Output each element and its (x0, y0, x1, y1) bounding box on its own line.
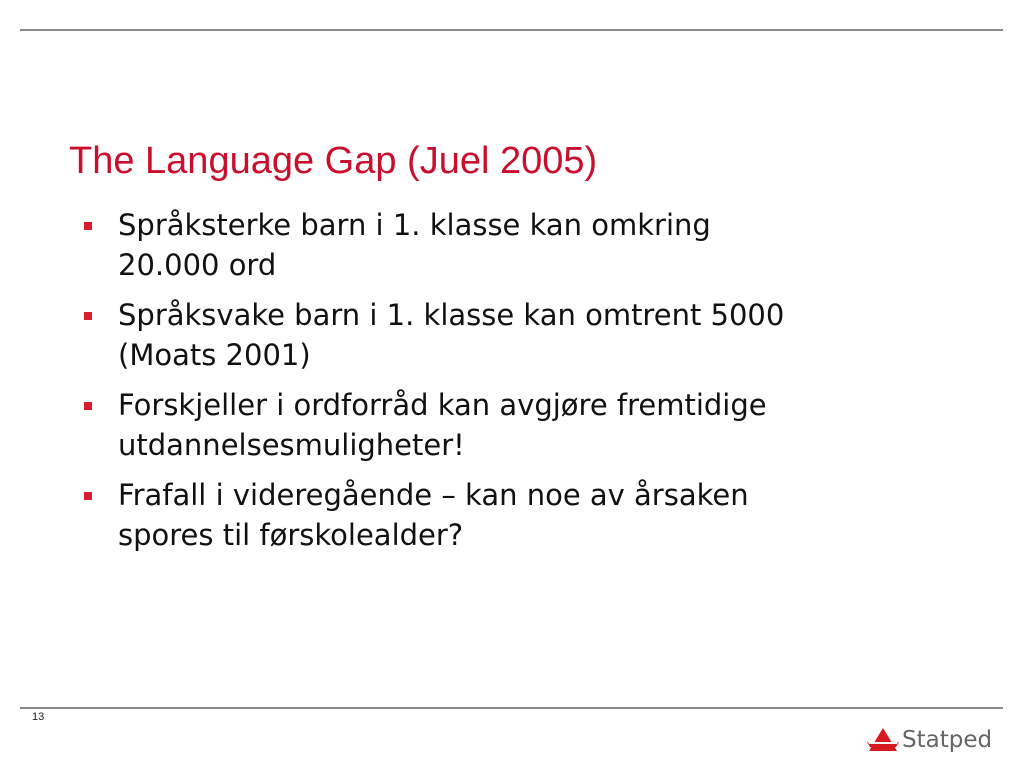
bullet-list (84, 205, 964, 565)
top-divider (20, 29, 1003, 31)
bullet-text: Forskjeller i ordforråd kan avgjøre fremtidige utdannelsesmuligheter! (118, 388, 767, 462)
bullet-item (84, 295, 964, 375)
bullet-item (84, 205, 964, 285)
square-bullet-icon (84, 312, 92, 320)
slide-title: The Language Gap (Juel 2005) (69, 140, 598, 182)
bottom-divider (20, 707, 1003, 709)
square-bullet-icon (84, 492, 92, 500)
square-bullet-icon (84, 222, 92, 230)
logo-wordmark: Statped (902, 727, 993, 753)
statped-logo (866, 724, 992, 756)
triangle-logo-icon (866, 727, 900, 753)
bullet-text: Frafall i videregående – kan noe av årsaken spores til førskolealder? (118, 478, 749, 552)
bullet-text: Språksvake barn i 1. klasse kan omtrent 5000 (Moats 2001) (118, 298, 785, 372)
bullet-item (84, 475, 964, 555)
page-number: 13 (32, 711, 45, 723)
square-bullet-icon (84, 402, 92, 410)
bullet-item (84, 385, 964, 465)
bullet-text: Språksterke barn i 1. klasse kan omkring 20.000 ord (118, 208, 711, 282)
